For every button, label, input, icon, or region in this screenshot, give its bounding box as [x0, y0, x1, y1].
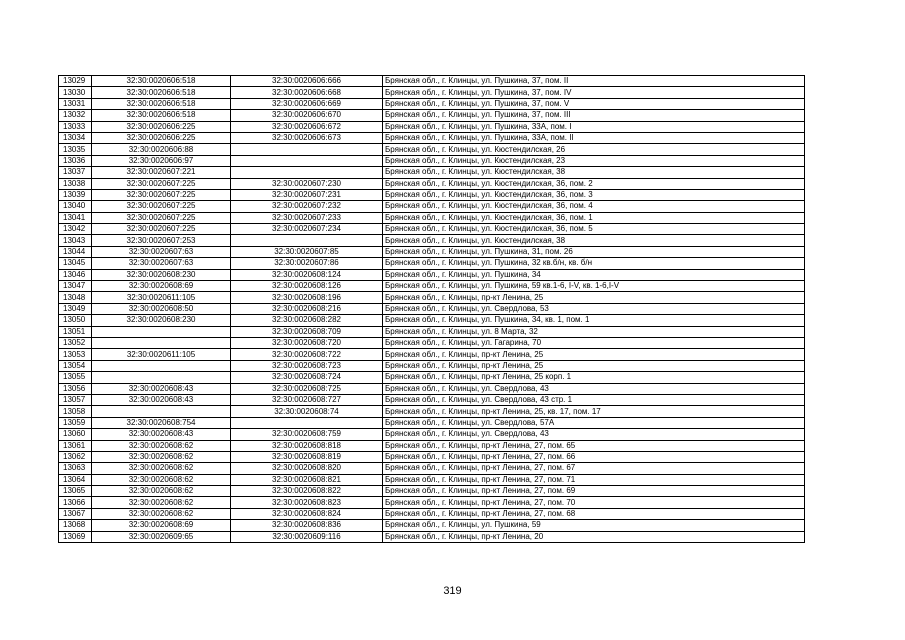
table-row [59, 531, 805, 542]
parent-cadastral-number-cell: 32:30:0020607:63 [92, 246, 231, 257]
address-cell: Брянская обл., г. Клинцы, ул. Гагарина, 70 [383, 337, 805, 348]
table-row [59, 224, 805, 235]
cadastral-number-cell: 32:30:0020607:231 [231, 189, 383, 200]
table-row [59, 520, 805, 531]
address-cell: Брянская обл., г. Клинцы, ул. Кюстендилская, 36, пом. 4 [383, 201, 805, 212]
parent-cadastral-number-cell: 32:30:0020608:230 [92, 315, 231, 326]
address-cell: Брянская обл., г. Клинцы, ул. Кюстендилская, 36, пом. 3 [383, 189, 805, 200]
table-row [59, 406, 805, 417]
address-cell: Брянская обл., г. Клинцы, ул. Пушкина, 32 кв.б/н, кв. б/н [383, 258, 805, 269]
cadastral-number-cell: 32:30:0020606:670 [231, 110, 383, 121]
row-number-cell: 13039 [59, 189, 92, 200]
row-number-cell: 13042 [59, 224, 92, 235]
table-row [59, 281, 805, 292]
cadastral-number-cell [231, 417, 383, 428]
parent-cadastral-number-cell: 32:30:0020606:225 [92, 132, 231, 143]
address-cell: Брянская обл., г. Клинцы, ул. Пушкина, 33А, пом. I [383, 121, 805, 132]
address-cell: Брянская обл., г. Клинцы, ул. Свердлова, 43 [383, 429, 805, 440]
table-row [59, 372, 805, 383]
table-row [59, 121, 805, 132]
table-row [59, 508, 805, 519]
address-cell: Брянская обл., г. Клинцы, пр-кт Ленина, 27, пом. 70 [383, 497, 805, 508]
row-number-cell: 13032 [59, 110, 92, 121]
parent-cadastral-number-cell: 32:30:0020608:754 [92, 417, 231, 428]
address-cell: Брянская обл., г. Клинцы, ул. Кюстендилская, 26 [383, 144, 805, 155]
address-cell: Брянская обл., г. Клинцы, ул. Пушкина, 33А, пом. II [383, 132, 805, 143]
address-cell: Брянская обл., г. Клинцы, ул. Пушкина, 31, пом. 26 [383, 246, 805, 257]
row-number-cell: 13054 [59, 360, 92, 371]
row-number-cell: 13060 [59, 429, 92, 440]
cadastral-number-cell: 32:30:0020608:709 [231, 326, 383, 337]
row-number-cell: 13062 [59, 451, 92, 462]
row-number-cell: 13030 [59, 87, 92, 98]
row-number-cell: 13051 [59, 326, 92, 337]
cadastral-number-cell [231, 235, 383, 246]
row-number-cell: 13052 [59, 337, 92, 348]
address-cell: Брянская обл., г. Клинцы, пр-кт Ленина, 27, пом. 65 [383, 440, 805, 451]
table-row [59, 303, 805, 314]
cadastral-number-cell: 32:30:0020607:233 [231, 212, 383, 223]
cadastral-number-cell: 32:30:0020608:759 [231, 429, 383, 440]
parent-cadastral-number-cell: 32:30:0020608:62 [92, 486, 231, 497]
cadastral-number-cell: 32:30:0020608:824 [231, 508, 383, 519]
table-row [59, 98, 805, 109]
parent-cadastral-number-cell: 32:30:0020606:518 [92, 110, 231, 121]
cadastral-number-cell: 32:30:0020607:232 [231, 201, 383, 212]
address-cell: Брянская обл., г. Клинцы, ул. Кюстендилская, 38 [383, 235, 805, 246]
cadastral-number-cell: 32:30:0020608:216 [231, 303, 383, 314]
cadastral-number-cell: 32:30:0020609:116 [231, 531, 383, 542]
table-body [59, 76, 805, 543]
table-row [59, 486, 805, 497]
parent-cadastral-number-cell: 32:30:0020608:62 [92, 451, 231, 462]
cadastral-number-cell: 32:30:0020607:230 [231, 178, 383, 189]
cadastral-number-cell: 32:30:0020608:822 [231, 486, 383, 497]
parent-cadastral-number-cell: 32:30:0020607:225 [92, 189, 231, 200]
parent-cadastral-number-cell: 32:30:0020608:50 [92, 303, 231, 314]
address-cell: Брянская обл., г. Клинцы, пр-кт Ленина, 25 корп. 1 [383, 372, 805, 383]
parent-cadastral-number-cell: 32:30:0020608:62 [92, 497, 231, 508]
parent-cadastral-number-cell: 32:30:0020607:63 [92, 258, 231, 269]
page-number: 319 [443, 585, 462, 597]
cadastral-number-cell: 32:30:0020608:727 [231, 394, 383, 405]
parent-cadastral-number-cell: 32:30:0020608:230 [92, 269, 231, 280]
cadastral-number-cell: 32:30:0020606:669 [231, 98, 383, 109]
table-row [59, 269, 805, 280]
parent-cadastral-number-cell [92, 406, 231, 417]
table-row [59, 326, 805, 337]
address-cell: Брянская обл., г. Клинцы, пр-кт Ленина, 27, пом. 69 [383, 486, 805, 497]
parent-cadastral-number-cell: 32:30:0020608:69 [92, 281, 231, 292]
address-cell: Брянская обл., г. Клинцы, пр-кт Ленина, 27, пом. 67 [383, 463, 805, 474]
parent-cadastral-number-cell: 32:30:0020611:105 [92, 349, 231, 360]
table-row [59, 417, 805, 428]
cadastral-number-cell [231, 155, 383, 166]
address-cell: Брянская обл., г. Клинцы, пр-кт Ленина, 27, пом. 66 [383, 451, 805, 462]
table-row [59, 201, 805, 212]
parent-cadastral-number-cell: 32:30:0020606:88 [92, 144, 231, 155]
address-cell: Брянская обл., г. Клинцы, пр-кт Ленина, 25 [383, 349, 805, 360]
row-number-cell: 13056 [59, 383, 92, 394]
table-row [59, 178, 805, 189]
row-number-cell: 13058 [59, 406, 92, 417]
parent-cadastral-number-cell: 32:30:0020607:221 [92, 167, 231, 178]
row-number-cell: 13031 [59, 98, 92, 109]
address-cell: Брянская обл., г. Клинцы, ул. Пушкина, 59 [383, 520, 805, 531]
row-number-cell: 13037 [59, 167, 92, 178]
address-cell: Брянская обл., г. Клинцы, пр-кт Ленина, 20 [383, 531, 805, 542]
parent-cadastral-number-cell: 32:30:0020607:225 [92, 212, 231, 223]
address-cell: Брянская обл., г. Клинцы, ул. Пушкина, 34, кв. 1, пом. 1 [383, 315, 805, 326]
row-number-cell: 13036 [59, 155, 92, 166]
cadastral-number-cell: 32:30:0020608:819 [231, 451, 383, 462]
row-number-cell: 13053 [59, 349, 92, 360]
address-cell: Брянская обл., г. Клинцы, ул. Свердлова, 57А [383, 417, 805, 428]
parent-cadastral-number-cell [92, 360, 231, 371]
table-row [59, 383, 805, 394]
parent-cadastral-number-cell: 32:30:0020606:518 [92, 98, 231, 109]
parent-cadastral-number-cell: 32:30:0020607:225 [92, 224, 231, 235]
cadastral-number-cell: 32:30:0020608:725 [231, 383, 383, 394]
cadastral-number-cell: 32:30:0020608:124 [231, 269, 383, 280]
row-number-cell: 13048 [59, 292, 92, 303]
table-row [59, 246, 805, 257]
table-row [59, 258, 805, 269]
parent-cadastral-number-cell: 32:30:0020607:253 [92, 235, 231, 246]
cadastral-number-cell: 32:30:0020606:668 [231, 87, 383, 98]
address-cell: Брянская обл., г. Клинцы, ул. Свердлова, 43 [383, 383, 805, 394]
table-row [59, 110, 805, 121]
parent-cadastral-number-cell: 32:30:0020606:225 [92, 121, 231, 132]
cadastral-number-cell: 32:30:0020606:673 [231, 132, 383, 143]
parent-cadastral-number-cell: 32:30:0020611:105 [92, 292, 231, 303]
cadastral-number-cell: 32:30:0020608:836 [231, 520, 383, 531]
row-number-cell: 13035 [59, 144, 92, 155]
parent-cadastral-number-cell: 32:30:0020608:43 [92, 394, 231, 405]
parent-cadastral-number-cell: 32:30:0020609:65 [92, 531, 231, 542]
cadastral-number-cell: 32:30:0020608:196 [231, 292, 383, 303]
parent-cadastral-number-cell: 32:30:0020607:225 [92, 201, 231, 212]
cadastral-number-cell: 32:30:0020608:823 [231, 497, 383, 508]
address-cell: Брянская обл., г. Клинцы, пр-кт Ленина, 27, пом. 68 [383, 508, 805, 519]
table-row [59, 474, 805, 485]
row-number-cell: 13050 [59, 315, 92, 326]
row-number-cell: 13065 [59, 486, 92, 497]
cadastral-number-cell: 32:30:0020608:821 [231, 474, 383, 485]
parent-cadastral-number-cell: 32:30:0020608:62 [92, 463, 231, 474]
table-row [59, 349, 805, 360]
address-cell: Брянская обл., г. Клинцы, ул. Свердлова, 53 [383, 303, 805, 314]
row-number-cell: 13067 [59, 508, 92, 519]
parent-cadastral-number-cell: 32:30:0020608:62 [92, 440, 231, 451]
cadastral-number-cell: 32:30:0020608:723 [231, 360, 383, 371]
row-number-cell: 13069 [59, 531, 92, 542]
row-number-cell: 13068 [59, 520, 92, 531]
row-number-cell: 13047 [59, 281, 92, 292]
row-number-cell: 13029 [59, 76, 92, 87]
address-cell: Брянская обл., г. Клинцы, ул. Пушкина, 34 [383, 269, 805, 280]
cadastral-number-cell: 32:30:0020608:74 [231, 406, 383, 417]
address-cell: Брянская обл., г. Клинцы, ул. Кюстендилская, 23 [383, 155, 805, 166]
address-cell: Брянская обл., г. Клинцы, ул. 8 Марта, 32 [383, 326, 805, 337]
row-number-cell: 13049 [59, 303, 92, 314]
address-cell: Брянская обл., г. Клинцы, ул. Пушкина, 37, пом. II [383, 76, 805, 87]
row-number-cell: 13033 [59, 121, 92, 132]
address-cell: Брянская обл., г. Клинцы, ул. Кюстендилская, 38 [383, 167, 805, 178]
table-row [59, 235, 805, 246]
row-number-cell: 13043 [59, 235, 92, 246]
parent-cadastral-number-cell [92, 326, 231, 337]
cadastral-number-cell: 32:30:0020608:126 [231, 281, 383, 292]
table-row [59, 429, 805, 440]
parent-cadastral-number-cell: 32:30:0020608:62 [92, 508, 231, 519]
row-number-cell: 13041 [59, 212, 92, 223]
parent-cadastral-number-cell: 32:30:0020607:225 [92, 178, 231, 189]
row-number-cell: 13034 [59, 132, 92, 143]
row-number-cell: 13063 [59, 463, 92, 474]
table-row [59, 155, 805, 166]
address-cell: Брянская обл., г. Клинцы, ул. Кюстендилская, 36, пом. 2 [383, 178, 805, 189]
table-row [59, 337, 805, 348]
cadastral-number-cell: 32:30:0020606:666 [231, 76, 383, 87]
cadastral-number-cell [231, 144, 383, 155]
cadastral-number-cell: 32:30:0020607:86 [231, 258, 383, 269]
row-number-cell: 13038 [59, 178, 92, 189]
address-cell: Брянская обл., г. Клинцы, пр-кт Ленина, 25 [383, 292, 805, 303]
address-cell: Брянская обл., г. Клинцы, пр-кт Ленина, 25 [383, 360, 805, 371]
table-row [59, 497, 805, 508]
address-cell: Брянская обл., г. Клинцы, ул. Пушкина, 37, пом. III [383, 110, 805, 121]
table-row [59, 440, 805, 451]
table-row [59, 394, 805, 405]
address-cell: Брянская обл., г. Клинцы, ул. Кюстендилская, 36, пом. 1 [383, 212, 805, 223]
table-row [59, 167, 805, 178]
cadastral-number-cell: 32:30:0020607:234 [231, 224, 383, 235]
table-row [59, 189, 805, 200]
address-cell: Брянская обл., г. Клинцы, ул. Свердлова, 43 стр. 1 [383, 394, 805, 405]
cadastral-number-cell: 32:30:0020608:720 [231, 337, 383, 348]
address-cell: Брянская обл., г. Клинцы, пр-кт Ленина, 27, пом. 71 [383, 474, 805, 485]
parent-cadastral-number-cell: 32:30:0020608:69 [92, 520, 231, 531]
address-cell: Брянская обл., г. Клинцы, ул. Пушкина, 37, пом. V [383, 98, 805, 109]
parent-cadastral-number-cell: 32:30:0020608:62 [92, 474, 231, 485]
row-number-cell: 13055 [59, 372, 92, 383]
parent-cadastral-number-cell: 32:30:0020606:97 [92, 155, 231, 166]
address-cell: Брянская обл., г. Клинцы, ул. Кюстендилская, 36, пом. 5 [383, 224, 805, 235]
cadastral-number-cell: 32:30:0020608:722 [231, 349, 383, 360]
address-cell: Брянская обл., г. Клинцы, ул. Пушкина, 59 кв.1-6, I-V, кв. 1-6,I-V [383, 281, 805, 292]
row-number-cell: 13045 [59, 258, 92, 269]
address-cell: Брянская обл., г. Клинцы, пр-кт Ленина, 25, кв. 17, пом. 17 [383, 406, 805, 417]
cadastral-number-cell: 32:30:0020608:724 [231, 372, 383, 383]
table-row [59, 76, 805, 87]
table-row [59, 360, 805, 371]
row-number-cell: 13066 [59, 497, 92, 508]
cadastral-number-cell: 32:30:0020607:85 [231, 246, 383, 257]
table-row [59, 315, 805, 326]
parent-cadastral-number-cell: 32:30:0020608:43 [92, 429, 231, 440]
row-number-cell: 13040 [59, 201, 92, 212]
table-row [59, 212, 805, 223]
table-row [59, 144, 805, 155]
cadastral-number-cell: 32:30:0020606:672 [231, 121, 383, 132]
table-row [59, 132, 805, 143]
row-number-cell: 13057 [59, 394, 92, 405]
parent-cadastral-number-cell [92, 337, 231, 348]
table-row [59, 451, 805, 462]
address-cell: Брянская обл., г. Клинцы, ул. Пушкина, 37, пом. IV [383, 87, 805, 98]
row-number-cell: 13044 [59, 246, 92, 257]
row-number-cell: 13046 [59, 269, 92, 280]
parent-cadastral-number-cell: 32:30:0020606:518 [92, 87, 231, 98]
table-row [59, 463, 805, 474]
parent-cadastral-number-cell: 32:30:0020608:43 [92, 383, 231, 394]
row-number-cell: 13059 [59, 417, 92, 428]
row-number-cell: 13064 [59, 474, 92, 485]
cadastral-number-cell: 32:30:0020608:820 [231, 463, 383, 474]
row-number-cell: 13061 [59, 440, 92, 451]
cadastral-number-cell: 32:30:0020608:282 [231, 315, 383, 326]
table-row [59, 87, 805, 98]
parent-cadastral-number-cell [92, 372, 231, 383]
table-row [59, 292, 805, 303]
parent-cadastral-number-cell: 32:30:0020606:518 [92, 76, 231, 87]
cadastral-number-cell: 32:30:0020608:818 [231, 440, 383, 451]
cadastral-number-cell [231, 167, 383, 178]
cadastral-table [58, 75, 805, 543]
